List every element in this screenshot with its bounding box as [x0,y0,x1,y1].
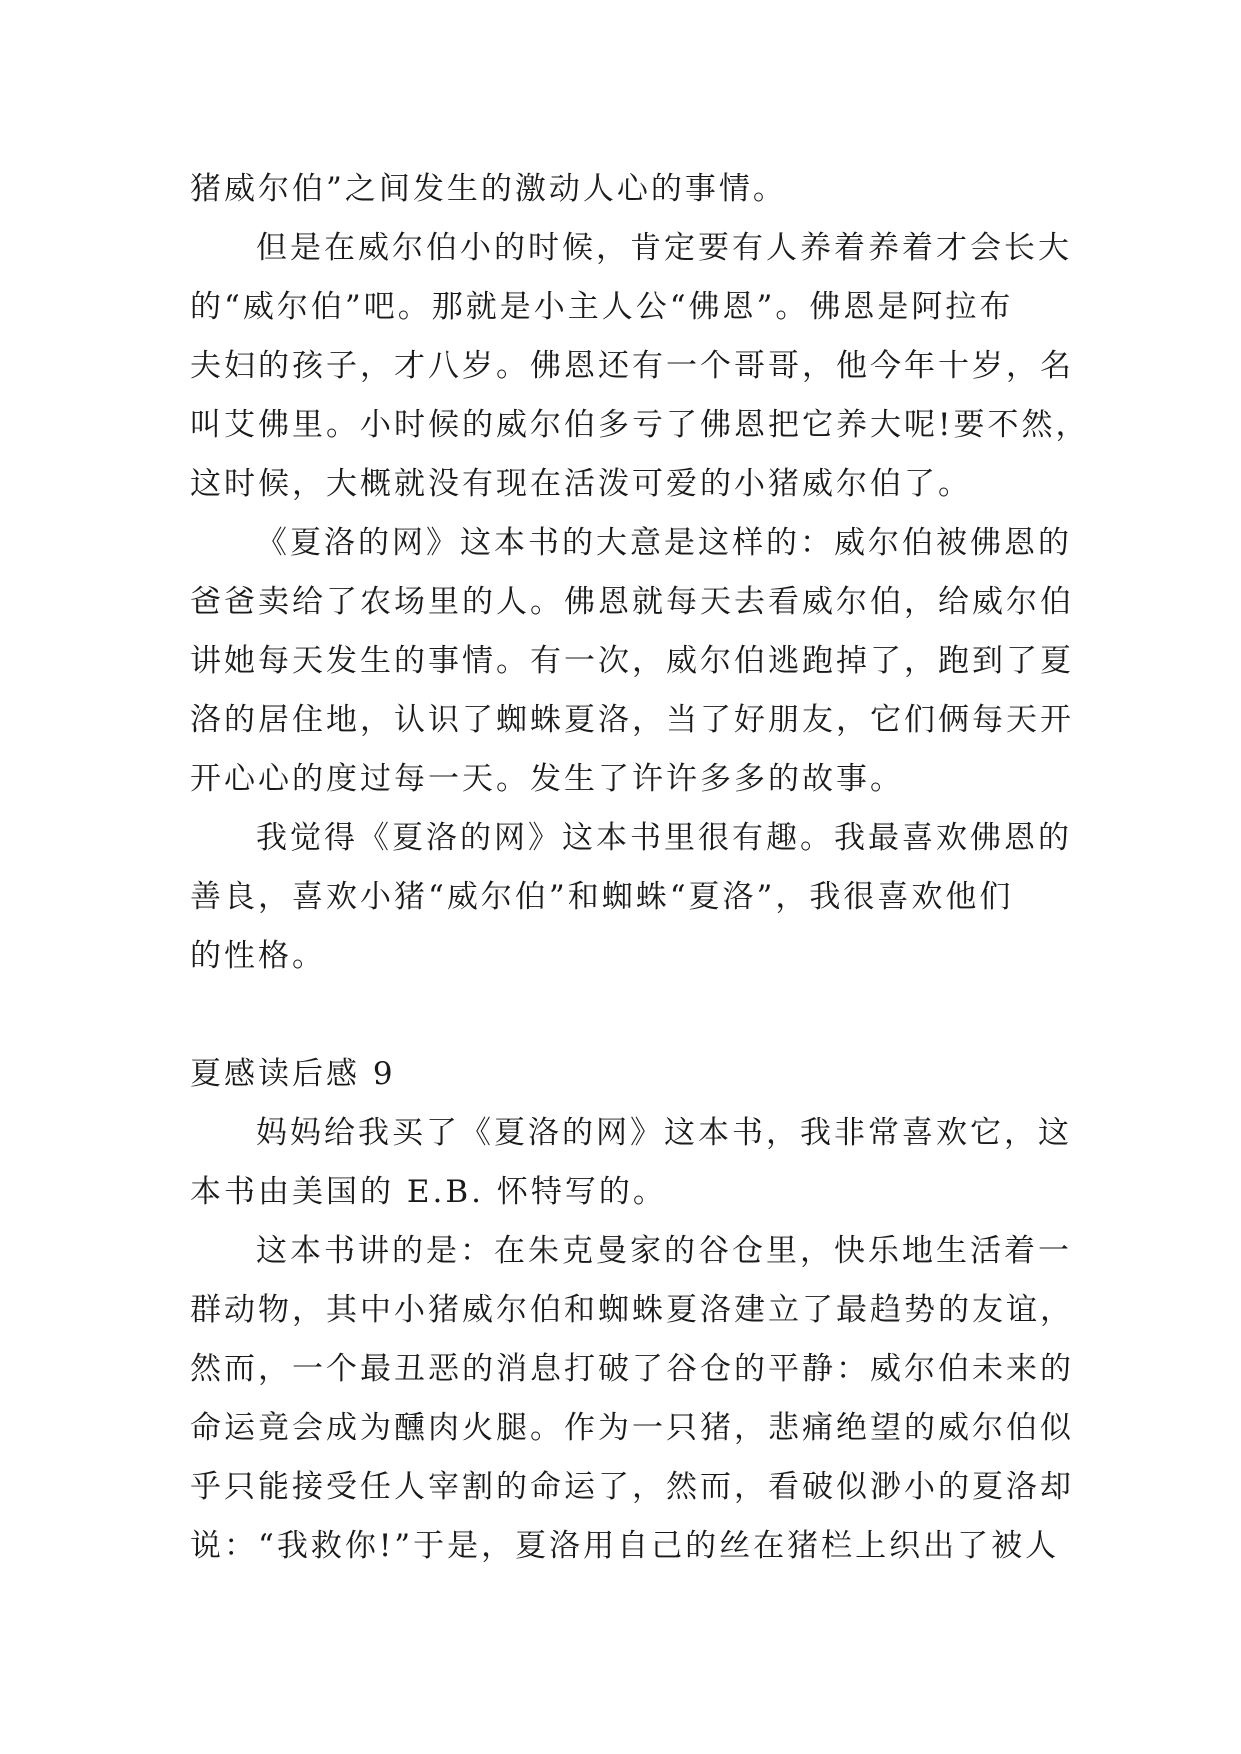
text-line: 夫妇的孩子，才八岁。佛恩还有一个哥哥，他今年十岁，名 [190,348,1074,384]
paragraph-start-line: 这本书讲的是：在朱克曼家的谷仓里，快乐地生活着一 [256,1233,1072,1269]
paragraph-start-line: 但是在威尔伯小的时候，肯定要有人养着养着才会长大 [256,230,1072,266]
document-body [190,160,1090,1576]
text-line: 洛的居住地，认识了蜘蛛夏洛，当了好朋友，它们俩每天开 [190,702,1074,738]
paragraph-start-line: 我觉得《夏洛的网》这本书里很有趣。我最喜欢佛恩的 [256,820,1072,856]
text-line: 的“威尔伯”吧。那就是小主人公“佛恩”。佛恩是阿拉布 [190,289,1014,325]
text-line: 这时候，大概就没有现在活泼可爱的小猪威尔伯了。 [190,466,972,502]
text-line: 然而，一个最丑恶的消息打破了谷仓的平静：威尔伯未来的 [190,1351,1074,1387]
text-line: 的性格。 [190,938,326,974]
text-line: 本书由美国的 E.B. 怀特写的。 [190,1174,667,1210]
text-line: 叫艾佛里。小时候的威尔伯多亏了佛恩把它养大呢!要不然， [190,407,1090,443]
text-line: 开心心的度过每一天。发生了许许多多的故事。 [190,761,904,797]
text-line: 群动物，其中小猪威尔伯和蜘蛛夏洛建立了最趋势的友谊， [190,1292,1074,1328]
paragraph-start-line: 《夏洛的网》这本书的大意是这样的：威尔伯被佛恩的 [256,525,1072,561]
text-line: 猪威尔伯”之间发生的激动人心的事情。 [190,171,787,207]
blank-gap [190,986,1050,1045]
paragraph-start-line: 妈妈给我买了《夏洛的网》这本书，我非常喜欢它，这 [256,1115,1072,1151]
text-line: 说：“我救你!”于是，夏洛用自己的丝在猪栏上织出了被人 [190,1528,1060,1564]
section-heading: 夏感读后感 9 [190,1056,396,1092]
text-line: 善良，喜欢小猪“威尔伯”和蜘蛛“夏洛”，我很喜欢他们 [190,879,1014,915]
text-line: 乎只能接受任人宰割的命运了，然而，看破似渺小的夏洛却 [190,1469,1074,1505]
text-line: 讲她每天发生的事情。有一次，威尔伯逃跑掉了，跑到了夏 [190,643,1074,679]
text-line: 命运竟会成为醺肉火腿。作为一只猪，悲痛绝望的威尔伯似 [190,1410,1074,1446]
text-line: 爸爸卖给了农场里的人。佛恩就每天去看威尔伯，给威尔伯 [190,584,1074,620]
